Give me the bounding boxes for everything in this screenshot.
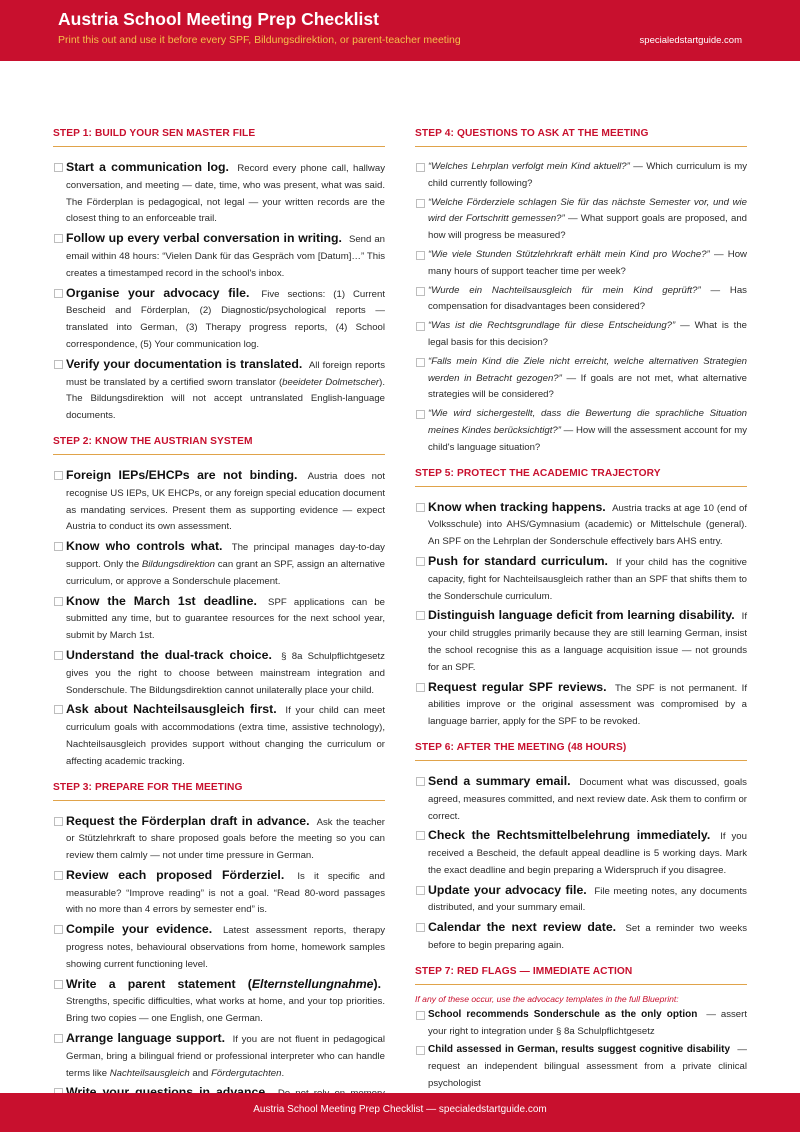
red-flag-item — [415, 1042, 747, 1092]
item-text: All foreign reports must be translated by a certified sworn translator ( — [66, 359, 385, 388]
item-lead: Know who controls what. — [66, 539, 223, 554]
question-german: “Welches Lehrplan verfolgt mein Kind aktuell?” — [428, 161, 630, 172]
question-item — [415, 195, 747, 245]
step-4-heading: STEP 4: QUESTIONS TO ASK AT THE MEETING — [415, 128, 747, 147]
question-translation: — What support goals are proposed, and how will progress be measured? — [428, 213, 747, 242]
item-text: and — [189, 1067, 212, 1079]
checkbox-icon[interactable] — [54, 289, 63, 298]
checkbox-icon[interactable] — [54, 360, 63, 369]
checklist-item — [53, 1030, 385, 1082]
checklist-item — [53, 813, 385, 865]
checklist-item — [415, 607, 747, 676]
item-text-italic: Bildungsdirektion — [141, 558, 215, 570]
checkbox-icon[interactable] — [416, 923, 425, 932]
item-lead-italic: Elternstellungnahme — [251, 976, 374, 991]
question-item — [415, 318, 747, 352]
item-text: Is it specific and measurable? “Improve reading” is not a goal. “Read 80-word passages with no more than 4 errors by semester end” is. — [66, 870, 385, 916]
question-translation: — If goals are not met, what alternative strategies will be considered? — [428, 372, 747, 401]
item-text: The SPF is not permanent. If abilities improve or the original assessment was compromised by a language barrier, apply for the SPF to be revoked. — [428, 682, 747, 728]
item-text: . — [281, 1067, 285, 1079]
item-text: — request an independent bilingual assessment from a private clinical psychologist — [428, 1044, 747, 1090]
item-text-italic: Nachteilsausgleich — [109, 1067, 190, 1079]
item-text: If your child has the cognitive capacity, fight for Nachteilsausgleich rather than an SPF that shifts them to the Sonderschule curriculum. — [428, 556, 747, 602]
item-lead: Push for standard curriculum. — [428, 553, 608, 568]
question-item — [415, 406, 747, 456]
checkbox-icon[interactable] — [416, 557, 425, 566]
step-2-heading: STEP 2: KNOW THE AUSTRIAN SYSTEM — [53, 436, 385, 455]
item-text: — assert your right to integration under § 8a Schulpflichtgesetz — [428, 1008, 748, 1037]
checkbox-icon[interactable] — [54, 163, 63, 172]
question-item — [415, 159, 747, 193]
item-text: Austria tracks at age 10 (end of Volksschule) into AHS/Gymnasium (academic) or Mittelschule (general). An SPF on the Lehrplan der Sonderschule effectively bars AHS entry. — [428, 502, 747, 548]
checkbox-icon[interactable] — [416, 503, 425, 512]
step-1-heading: STEP 1: BUILD YOUR SEN MASTER FILE — [53, 128, 385, 147]
item-text: Austria does not recognise US IEPs, UK EHCPs, or any foreign special education document as mandating services. Present them as supporting evidence — expect Austria to conduct its own assessment. — [66, 470, 385, 533]
step-3-heading: STEP 3: PREPARE FOR THE MEETING — [53, 782, 385, 801]
checklist-item — [53, 538, 385, 590]
checkbox-icon[interactable] — [54, 651, 63, 660]
item-text: If you received a Bescheid, the default appeal deadline is 5 working days. Mark the exact deadline and begin preparing a Widerspruch if you disagree. — [428, 831, 747, 876]
item-lead: Compile your evidence. — [66, 922, 213, 937]
item-lead — [66, 977, 381, 991]
step-5-heading: STEP 5: PROTECT THE ACADEMIC TRAJECTORY — [415, 468, 747, 487]
checkbox-icon[interactable] — [416, 358, 425, 367]
checkbox-icon[interactable] — [416, 1011, 425, 1020]
step-6-section — [415, 742, 747, 955]
checklist-item — [53, 867, 385, 919]
item-text: Document what was discussed, goals agreed, measures committed, and next review date. Ask them to confirm or correct. — [428, 776, 747, 822]
red-flag-note: If any of these occur, use the advocacy templates in the full Blueprint: — [415, 993, 679, 1004]
header-site-link: specialedstartguide.com — [639, 35, 742, 46]
question-translation: — Which curriculum is my child currently following? — [428, 161, 747, 189]
checkbox-icon[interactable] — [416, 683, 425, 692]
question-german: “Was ist die Rechtsgrundlage für diese Entscheidung?” — [428, 320, 676, 332]
question-german: “Wurde ein Nachteilsausgleich für mein Kind geprüft?” — [428, 284, 701, 296]
checklist-item — [415, 553, 747, 605]
question-translation: — Has compensation for disadvantages been considered? — [428, 284, 747, 313]
item-lead: Foreign IEPs/EHCPs are not binding. — [66, 467, 298, 482]
item-lead: Request regular SPF reviews. — [428, 679, 607, 694]
left-column — [53, 128, 385, 1131]
step-2-section — [53, 436, 385, 771]
checkbox-icon[interactable] — [54, 471, 63, 480]
checkbox-icon[interactable] — [416, 251, 425, 260]
checkbox-icon[interactable] — [416, 322, 425, 331]
checkbox-icon[interactable] — [416, 163, 425, 172]
checklist-item — [53, 647, 385, 699]
checklist-item — [53, 285, 385, 354]
item-lead: Follow up every verbal conversation in writing. — [66, 231, 342, 246]
question-item — [415, 354, 747, 404]
checklist-item — [415, 499, 747, 551]
question-translation: — How many hours of support teacher time per week? — [428, 248, 747, 277]
checkbox-icon[interactable] — [416, 886, 425, 895]
item-text: If you are not fluent in pedagogical German, bring a bilingual friend or professional interpreter who can handle terms like — [66, 1034, 385, 1079]
page-footer — [0, 1093, 800, 1132]
item-text: can grant an SPF, assign an alternative curriculum, or approve a Sonderschule placement. — [66, 558, 385, 587]
checklist-item — [53, 921, 385, 973]
checklist-item — [53, 356, 385, 425]
right-column — [415, 128, 747, 1132]
question-german: “Wie wird sichergestellt, dass die Bewertung die sprachliche Situation meines Kindes berücksichtigt?” — [428, 408, 747, 436]
checklist-item — [53, 467, 385, 536]
question-translation: — What is the legal basis for this decision? — [428, 320, 747, 348]
checklist-item — [415, 827, 747, 879]
step-1-section — [53, 128, 385, 425]
checkbox-icon[interactable] — [416, 287, 425, 296]
item-text: If your child struggles primarily because they are still learning German, insist the school recognise this as a language acquisition issue — not grounds for an SPF. — [428, 611, 747, 673]
step-5-section — [415, 468, 747, 731]
checklist-item — [53, 230, 385, 282]
item-lead: School recommends Sonderschule as the only option — [428, 1008, 698, 1020]
step-3-section — [53, 782, 385, 1121]
question-item — [415, 247, 747, 281]
item-lead: Request the Förderplan draft in advance. — [66, 813, 310, 828]
page-title: Austria School Meeting Prep Checklist — [58, 9, 379, 29]
item-lead: Distinguish language deficit from learning disability. — [428, 608, 735, 623]
item-lead: Arrange language support. — [66, 1031, 226, 1046]
checkbox-icon[interactable] — [54, 925, 63, 934]
step-4-section — [415, 128, 747, 457]
item-lead: Child assessed in German, results suggest cognitive disability — [428, 1044, 731, 1056]
checklist-item — [415, 679, 747, 731]
checkbox-icon[interactable] — [54, 871, 63, 880]
item-text: The principal manages day-to-day support. Only the — [66, 542, 385, 570]
checklist-item — [53, 159, 385, 228]
checkbox-icon[interactable] — [416, 410, 425, 419]
item-lead: Ask about Nachteilsausgleich first. — [66, 702, 277, 717]
checkbox-icon[interactable] — [54, 234, 63, 243]
checkbox-icon[interactable] — [416, 831, 425, 840]
item-lead: Send a summary email. — [428, 773, 571, 788]
page-subtitle: Print this out and use it before every SPF, Bildungsdirektion, or parent-teacher meeting — [58, 34, 461, 46]
item-lead: Understand the dual-track choice. — [66, 647, 272, 662]
item-text: Five sections: (1) Current Bescheid and Förderplan, (2) Diagnostic/psychological reports — translated into German, (3) Therapy progress reports, (4) School correspondence, (5) Your communication log. — [66, 288, 385, 350]
item-text: Send an email within 48 hours: “Vielen Dank für das Gespräch vom [Datum]…” This creates a timestamped record in the school's inbox. — [66, 234, 386, 279]
item-lead: Know the March 1st deadline. — [66, 593, 257, 608]
item-text: § 8a Schulpflichtgesetz gives you the right to choose between mainstream integration and Sonderschule. The Bildungsdirektion cannot unilaterally place your child. — [66, 650, 385, 696]
checkbox-icon[interactable] — [54, 817, 63, 826]
item-lead: Organise your advocacy file. — [66, 285, 250, 300]
checklist-item — [53, 701, 385, 770]
checkbox-icon[interactable] — [416, 199, 425, 208]
item-text: Ask the teacher or Stützlehrkraft to share proposed goals before the meeting so you can review them calmly — not under time pressure in German. — [66, 816, 385, 862]
checkbox-icon[interactable] — [54, 980, 63, 989]
footer-text: Austria School Meeting Prep Checklist — specialedstartguide.com — [253, 1104, 547, 1115]
item-lead: Update your advocacy file. — [428, 882, 587, 897]
step-7-heading: STEP 7: RED FLAGS — IMMEDIATE ACTION — [415, 966, 747, 985]
item-lead: Calendar the next review date. — [428, 920, 617, 935]
question-german: “Wie viele Stunden Stützlehrkraft erhält mein Kind pro Woche?” — [428, 248, 710, 260]
step-6-heading: STEP 6: AFTER THE MEETING (48 HOURS) — [415, 742, 747, 761]
checkbox-icon[interactable] — [54, 705, 63, 714]
question-german: “Falls mein Kind die Ziele nicht erreicht, welche alternativen Strategien werden in Betracht gezogen?” — [428, 355, 747, 384]
item-text-italic: Fördergutachten — [211, 1067, 282, 1079]
item-text-italic: beeideter Dolmetscher — [282, 376, 380, 388]
item-text: Set a reminder two weeks before to begin preparing again. — [428, 923, 747, 952]
item-text: Latest assessment reports, therapy progress notes, behavioural observations from home, homework samples showing current functioning level. — [66, 925, 385, 970]
item-lead: Know when tracking happens. — [428, 499, 606, 514]
checklist-item — [53, 976, 385, 1028]
item-lead: Review each proposed Förderziel. — [66, 867, 285, 882]
checklist-item — [415, 882, 747, 918]
checkbox-icon[interactable] — [416, 777, 425, 786]
question-translation: — How will the assessment account for my child's language situation? — [428, 424, 747, 453]
item-lead: Check the Rechtsmittelbelehrung immediately. — [428, 828, 711, 843]
item-text: Record every phone call, hallway conversation, and meeting — date, time, who was present, what was said. The Förderplan is pedagogical, not legal — your written records are the closest thing to an enforceable trail. — [66, 163, 385, 225]
item-text: If your child can meet curriculum goals with accommodations (extra time, assistive technology), Nachteilsausgleich provides support without changing the curriculum or affecting academic tracking. — [66, 705, 386, 767]
item-text: ). The Bildungsdirektion will not accept untranslated English-language documents. — [66, 376, 385, 422]
red-flag-item — [415, 1007, 747, 1041]
page-header — [0, 0, 800, 61]
item-lead-part: ). — [373, 976, 381, 991]
checkbox-icon[interactable] — [54, 597, 63, 606]
checklist-item — [415, 773, 747, 825]
item-text: Strengths, specific difficulties, what works at home, and your top priorities. Bring two copies — one English, one German. — [66, 996, 385, 1025]
item-lead-part: Write a parent statement ( — [66, 976, 252, 991]
checkbox-icon[interactable] — [54, 1034, 63, 1043]
question-german: “Welche Förderziele schlagen Sie für das nächste Semester vor, und wie wird der Fortschritt gemessen?” — [428, 196, 747, 225]
checkbox-icon[interactable] — [416, 1046, 425, 1055]
question-item — [415, 283, 747, 317]
checkbox-icon[interactable] — [54, 542, 63, 551]
item-lead: Start a communication log. — [66, 160, 229, 174]
checklist-item — [415, 919, 747, 955]
checklist-item — [53, 593, 385, 645]
item-text: SPF applications can be submitted any time, but to guarantee resources for the next school year, submit by March 1st. — [66, 596, 386, 642]
item-text: File meeting notes, any documents distributed, and your summary email. — [428, 885, 747, 914]
item-lead: Verify your documentation is translated. — [66, 356, 303, 371]
checkbox-icon[interactable] — [416, 611, 425, 620]
